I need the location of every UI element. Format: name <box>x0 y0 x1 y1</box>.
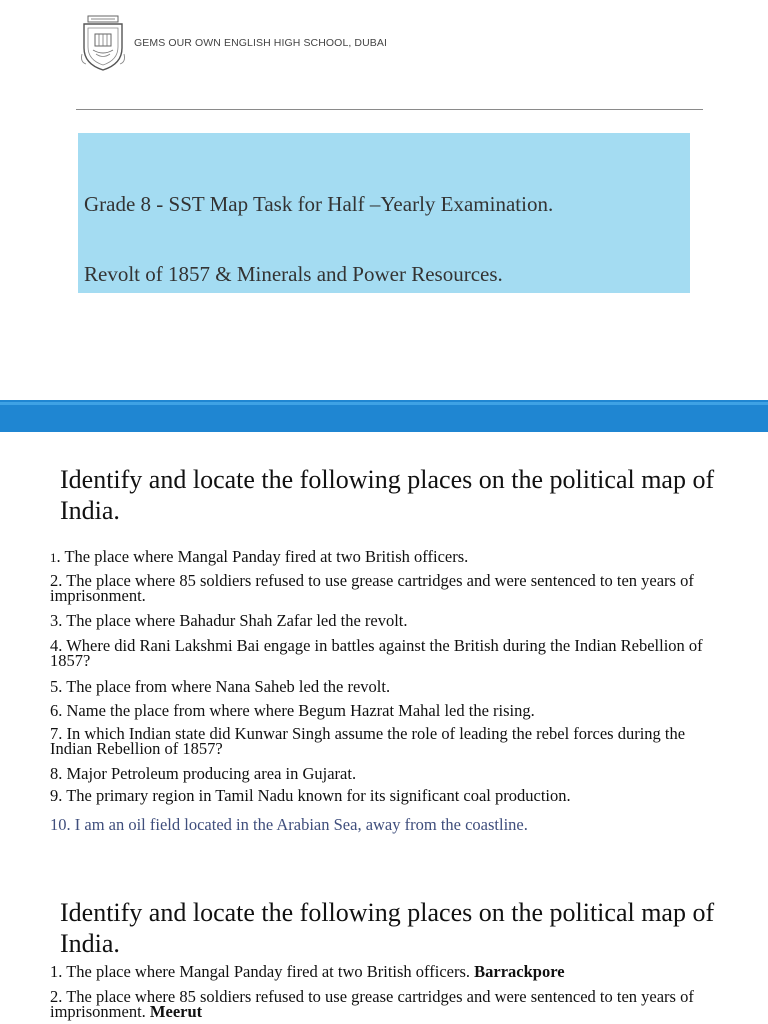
title-line-2: Revolt of 1857 & Minerals and Power Resources. <box>84 262 503 286</box>
question-7: 7. In which Indian state did Kunwar Singh assume the role of leading the rebel forces during the Indian Rebellion of 1857? <box>50 724 686 758</box>
answer-question-1: 1. The place where Mangal Panday fired at two British officers. Barrackpore <box>50 962 565 981</box>
question-10: 10. I am an oil field located in the Arabian Sea, away from the coastline. <box>50 815 528 834</box>
section2-heading: Identify and locate the following places on the political map of India. <box>60 898 715 958</box>
title-slide <box>0 0 768 400</box>
question-4: 4. Where did Rani Lakshmi Bai engage in battles against the British during the Indian Rebellion of 1857? <box>50 636 703 670</box>
answer-2: Meerut <box>149 1002 203 1021</box>
answer-1: Barrackpore <box>474 962 565 981</box>
band-highlight <box>0 402 768 405</box>
question-9: 9. The primary region in Tamil Nadu known for its significant coal production. <box>50 786 571 805</box>
question-1: 1. The place where Mangal Panday fired at two British officers. <box>50 547 469 566</box>
header-divider <box>76 109 703 110</box>
slide-divider-band <box>0 400 768 432</box>
section1-heading: Identify and locate the following places on the political map of India. <box>60 465 715 525</box>
school-name: GEMS OUR OWN ENGLISH HIGH SCHOOL, DUBAI <box>134 37 388 49</box>
title-line-1: Grade 8 - SST Map Task for Half –Yearly Examination. <box>84 192 554 216</box>
question-8: 8. Major Petroleum producing area in Gujarat. <box>50 764 357 783</box>
answer-question-2: 2. The place where 85 soldiers refused to use grease cartridges and were sentenced to ten years of imprisonment. Meerut <box>50 987 694 1021</box>
question-5: 5. The place from where Nana Saheb led the revolt. <box>50 677 391 696</box>
school-crest-icon <box>78 14 128 72</box>
question-2: 2. The place where 85 soldiers refused to use grease cartridges and were sentenced to ten years of imprisonment. <box>50 571 694 605</box>
school-header <box>78 14 387 72</box>
question-3: 3. The place where Bahadur Shah Zafar led the revolt. <box>50 611 408 630</box>
question-6: 6. Name the place from where where Begum Hazrat Mahal led the rising. <box>50 701 535 720</box>
title-box <box>78 133 690 293</box>
